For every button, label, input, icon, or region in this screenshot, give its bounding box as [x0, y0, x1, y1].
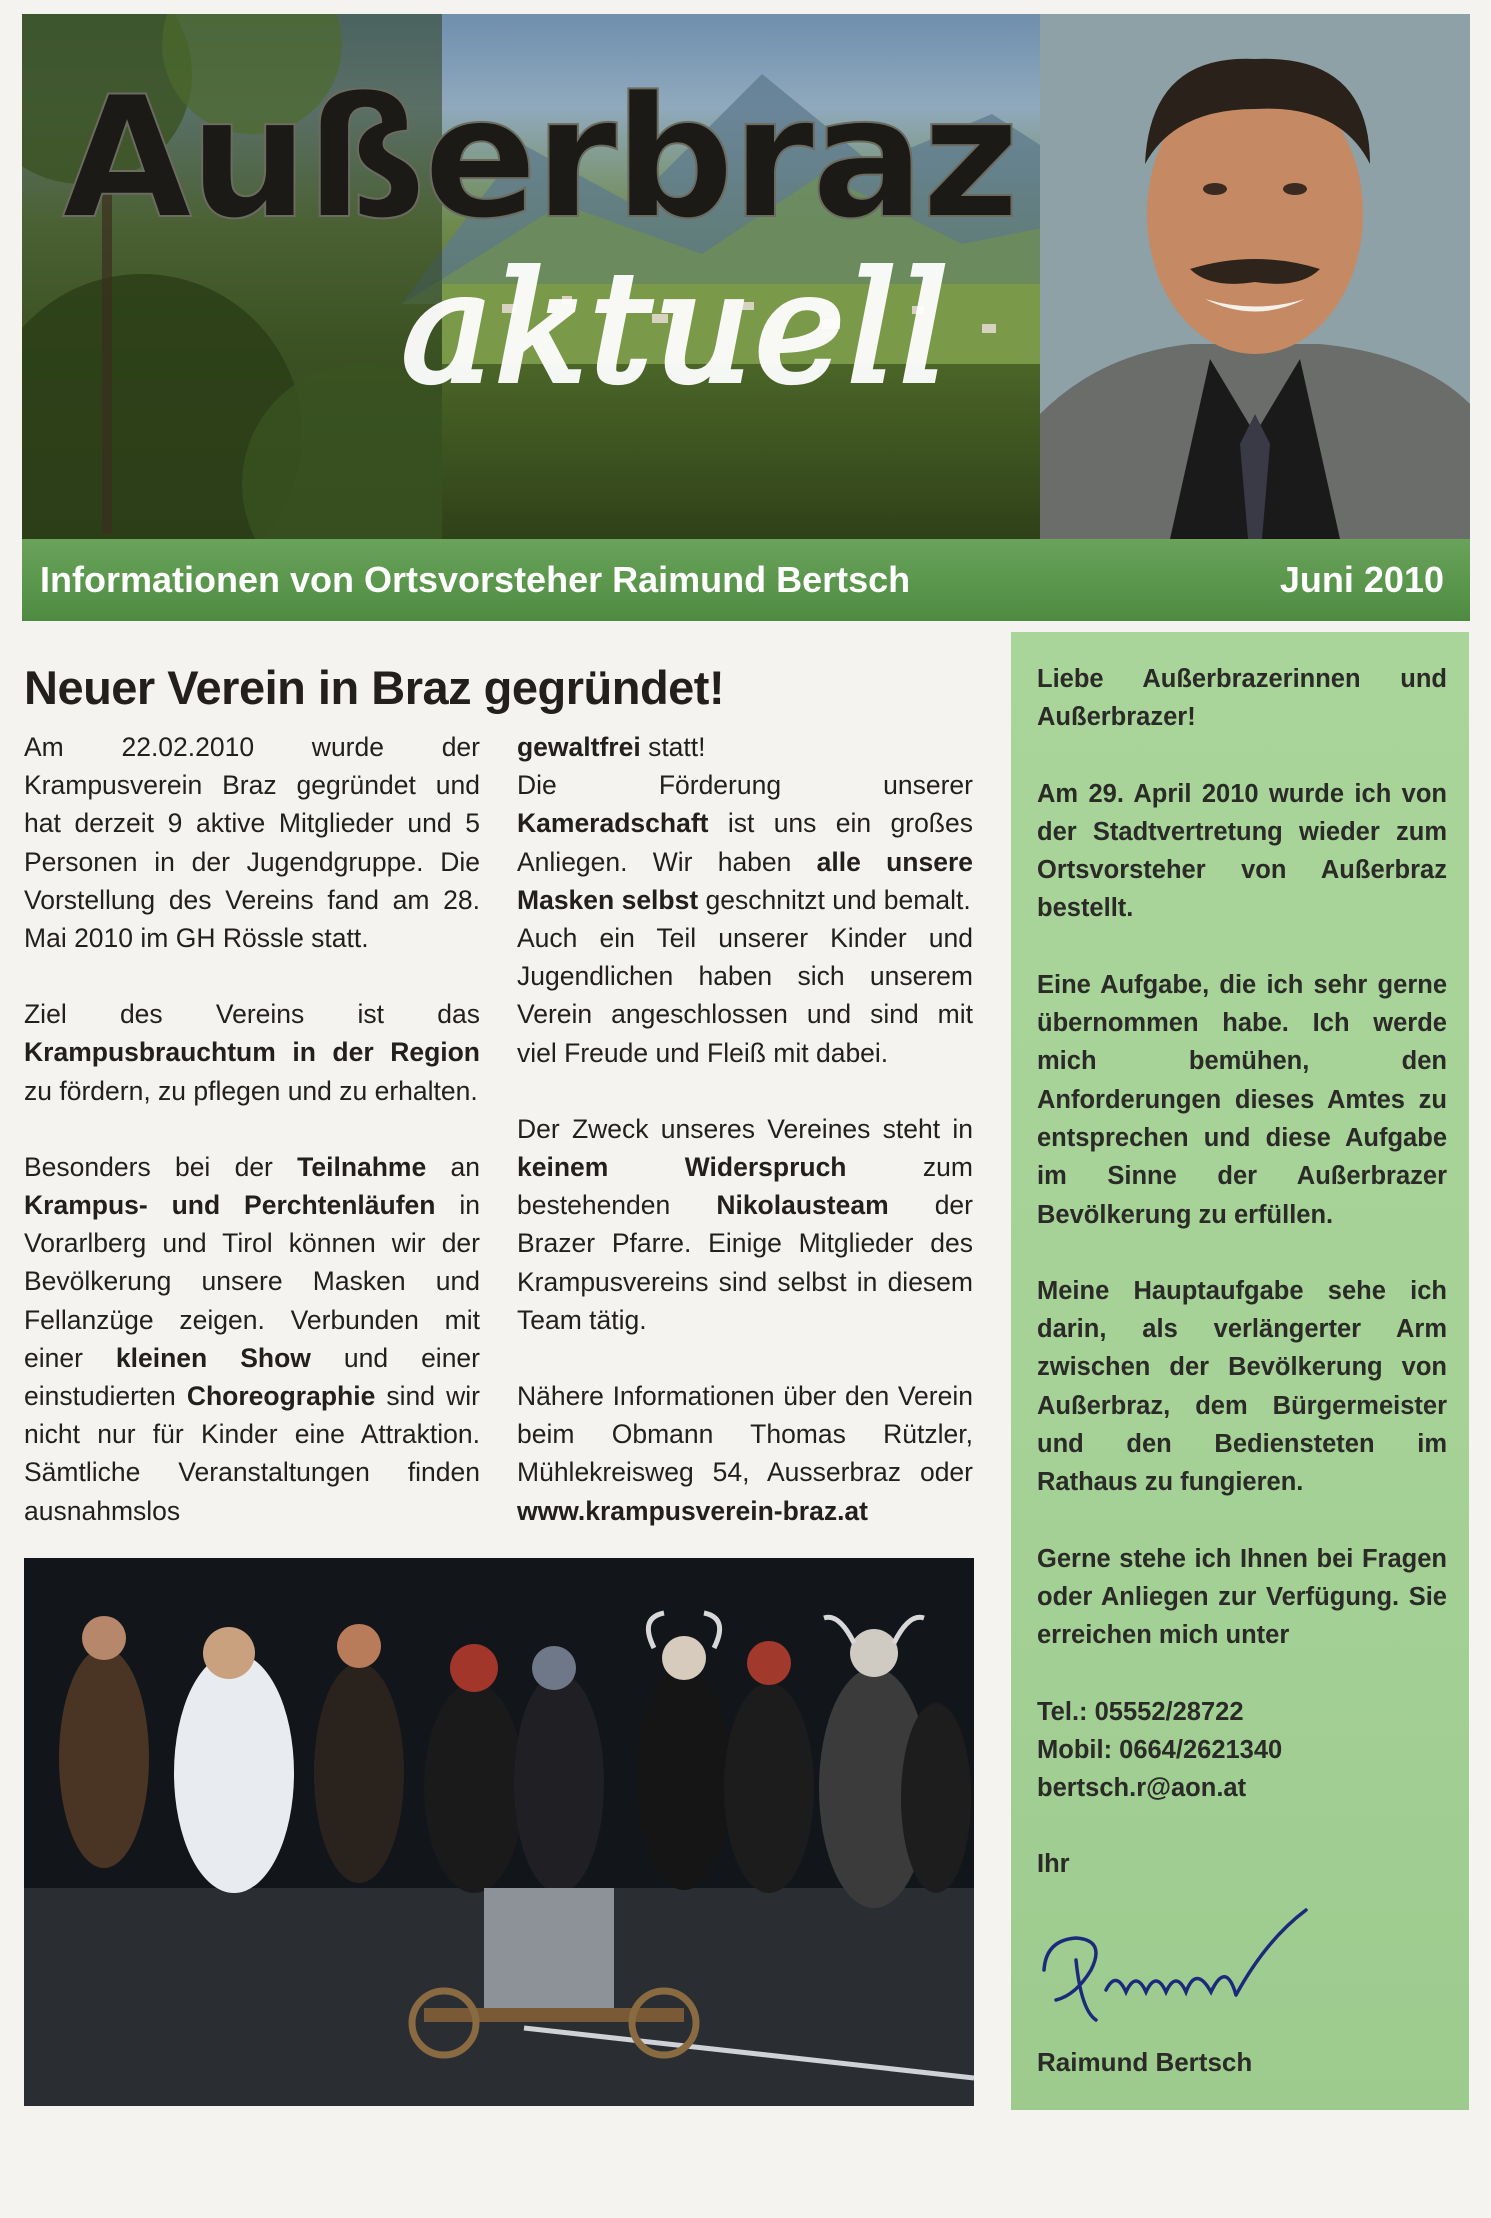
- sidebar-greeting: Liebe Außerbrazerinnen und Außerbrazer!: [1037, 665, 1447, 732]
- article-bold-text: keinem Widerspruch: [517, 1152, 847, 1183]
- info-bar: [22, 539, 1470, 621]
- article-text: Am 22.02.2010 wurde der Krampusverein Braz gegründet und hat derzeit 9 aktive Mitglieder und 5 Personen in der Jugendgruppe. Die Vorstellung des Vereins fand am 28. Mai 2010 im GH Rössle statt.: [24, 732, 480, 954]
- article-text: Ziel des Vereins ist das: [24, 999, 480, 1030]
- article-text: sind wir nicht nur für Kinder eine Attraktion. Sämtliche Veranstaltungen finden ausnahmslos: [24, 1381, 480, 1526]
- sidebar-letter-text: [1037, 660, 1447, 1922]
- article-bold-text: Kameradschaft: [517, 808, 709, 839]
- contact-block: [1037, 1693, 1447, 1808]
- article-paragraph: [24, 1148, 480, 1530]
- masthead-title: Außerbraz: [62, 60, 1017, 256]
- article-text: in Vorarlberg und Tirol können wir der Bevölkerung unsere Masken und Fellanzüge zeigen. Verbunden mit einer: [24, 1190, 480, 1373]
- article-text: Auch ein Teil unserer Kinder und Jugendlichen haben sich unserem Verein angeschlossen und sind mit viel Freude und Fleiß mit dabei.: [517, 923, 973, 1068]
- article-paragraph: [517, 728, 973, 1072]
- portrait-photo: [1040, 14, 1470, 539]
- masthead-script-aktuell: aktuell: [402, 242, 952, 416]
- handwritten-signature: [1036, 1900, 1356, 2040]
- article-text: zu fördern, zu pflegen und zu erhalten.: [24, 1075, 478, 1106]
- contact-mobile: Mobil: 0664/2621340: [1037, 1735, 1283, 1764]
- article-text: und einer einstudierten: [24, 1342, 480, 1412]
- article-bold-text: kleinen Show: [115, 1342, 311, 1373]
- contact-email[interactable]: bertsch.r@aon.at: [1037, 1774, 1247, 1803]
- sidebar-paragraph: Eine Aufgabe, die ich sehr gerne übernommen habe. Ich werde mich bemühen, den Anforderungen dieses Amtes zu entsprechen und diese Aufgabe im Sinne der Außerbrazer Bevölkerung zu erfüllen.: [1037, 970, 1447, 1229]
- article-paragraph: [24, 995, 480, 1110]
- article-text: Nähere Informationen über den Verein beim Obmann Thomas Rützler, Mühlekreisweg 54, Ausserbraz oder: [517, 1381, 973, 1488]
- article-text: an: [426, 1151, 480, 1182]
- sidebar-closing: Ihr: [1037, 1850, 1070, 1879]
- article-text: statt!: [640, 732, 706, 762]
- info-bar-publisher: Informationen von Ortsvorsteher Raimund Bertsch: [40, 559, 911, 600]
- sidebar-paragraph: Gerne stehe ich Ihnen bei Fragen oder Anliegen zur Verfügung. Sie erreichen mich unter: [1037, 1544, 1447, 1650]
- article-paragraph: [24, 728, 480, 957]
- article-bold-text: Krampusbrauchtum in der Region: [24, 1037, 480, 1068]
- article-link[interactable]: www.krampusverein-braz.at: [517, 1495, 868, 1526]
- article-text: Besonders bei der: [24, 1151, 298, 1182]
- article-paragraph: [517, 1110, 973, 1339]
- sidebar-paragraph: Meine Hauptaufgabe sehe ich darin, als verlängerter Arm zwischen der Bevölkerung von Außerbraz, dem Bürgermeister und den Bediensteten im Rathaus zu fungieren.: [1037, 1276, 1447, 1497]
- article-headline: Neuer Verein in Braz gegründet!: [24, 661, 725, 714]
- article-text: geschnitzt und bemalt.: [698, 884, 971, 915]
- article-text: der Brazer Pfarre. Einige Mitglieder des Krampusvereins sind selbst in diesem Team tätig.: [517, 1190, 973, 1335]
- article-text: zum bestehenden: [517, 1152, 973, 1221]
- article-text: Die Förderung unserer: [517, 770, 973, 801]
- article-bold-text: gewaltfrei: [517, 732, 641, 762]
- article-bold-text: alle unsere Masken selbst: [517, 846, 974, 915]
- article-bold-text: Krampus- und Perchtenläufen: [24, 1190, 436, 1221]
- article-column-1: [24, 728, 480, 1568]
- signature-name: Raimund Bertsch: [1037, 2047, 1253, 2077]
- article-text: Der Zweck unseres Vereines steht in: [517, 1113, 973, 1144]
- sidebar-paragraph: Am 29. April 2010 wurde ich von der Stadtvertretung wieder zum Ortsvorsteher von Außerbraz bestellt.: [1037, 779, 1447, 923]
- contact-phone: Tel.: 05552/28722: [1037, 1697, 1244, 1726]
- article-text: ist uns ein großes Anliegen. Wir haben: [517, 808, 973, 877]
- article-bold-text: Nikolausteam: [716, 1190, 889, 1221]
- krampus-group-photo: [24, 1558, 974, 2106]
- article-bold-text: Teilnahme: [297, 1151, 427, 1182]
- article-paragraph: [517, 1377, 973, 1530]
- article-column-2: [517, 728, 973, 1568]
- sidebar-letter: [1011, 632, 1469, 2110]
- article-bold-text: Choreographie: [186, 1381, 376, 1412]
- info-bar-date: Juni 2010: [1279, 559, 1444, 600]
